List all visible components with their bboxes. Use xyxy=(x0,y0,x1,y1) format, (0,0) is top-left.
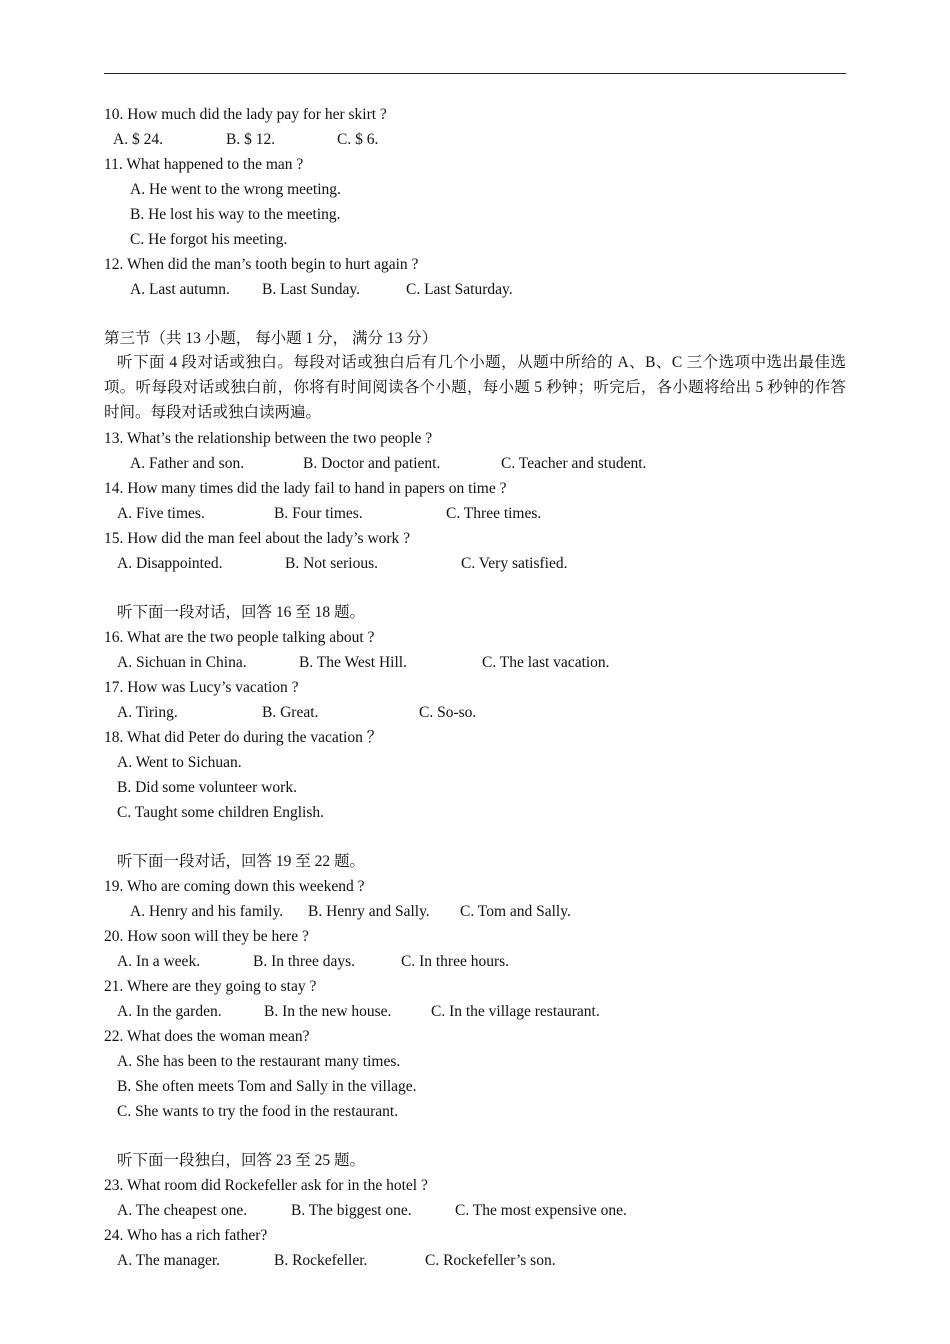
option-b: B. Henry and Sally. xyxy=(308,903,430,920)
dialogue-intro: 听下面一段对话，回答 16 至 18 题。 xyxy=(117,604,366,621)
option-a: A. Tiring. xyxy=(117,704,178,721)
option-a: A. The manager. xyxy=(117,1252,221,1269)
option-b: B. In the new house. xyxy=(264,1003,392,1020)
option-b: B. Doctor and patient. xyxy=(303,455,441,472)
option-b: B. Four times. xyxy=(274,505,363,522)
option-a: A. $ 24. xyxy=(113,131,163,148)
question-stem: 17. How was Lucy’s vacation ? xyxy=(104,679,299,696)
option-a: A. Last autumn. xyxy=(130,281,230,298)
option-c: C. Three times. xyxy=(446,505,542,522)
option-c: C. The last vacation. xyxy=(482,654,610,671)
option-a: A. Sichuan in China. xyxy=(117,654,247,671)
dialogue-intro: 听下面一段对话，回答 19 至 22 题。 xyxy=(117,853,366,870)
option-b: B. Great. xyxy=(262,704,319,721)
option-b: B. The West Hill. xyxy=(299,654,407,671)
option-b: B. Rockefeller. xyxy=(274,1252,368,1269)
option-c: C. She wants to try the food in the restaurant. xyxy=(117,1103,399,1120)
question-stem: 11. What happened to the man ? xyxy=(104,156,304,173)
option-a: A. Five times. xyxy=(117,505,205,522)
option-a: A. She has been to the restaurant many times. xyxy=(117,1053,401,1070)
option-b: B. In three days. xyxy=(253,953,356,970)
question-stem: 12. When did the man’s tooth begin to hurt again ? xyxy=(104,256,419,273)
question-stem: 13. What’s the relationship between the two people ? xyxy=(104,430,433,447)
option-c: C. Taught some children English. xyxy=(117,804,324,821)
option-c: C. So-so. xyxy=(419,704,477,721)
header-rule xyxy=(104,73,846,74)
question-stem: 19. Who are coming down this weekend ? xyxy=(104,878,365,895)
option-a: A. Father and son. xyxy=(130,455,245,472)
option-c: C. The most expensive one. xyxy=(455,1202,627,1219)
option-a: A. He went to the wrong meeting. xyxy=(130,181,341,198)
option-b: B. The biggest one. xyxy=(291,1202,412,1219)
section-instructions: 听下面 4 段对话或独白。每段对话或独白后有几个小题，从题中所给的 A、B、C 三个选项中选出最佳选项。听每段对话或独白前，你将有时间阅读各个小题，每小题 5 秒钟；听完后，各小题将给出 5 秒钟的作答时间。每段对话或独白读两遍。 xyxy=(104,354,846,421)
option-a: A. Henry and his family. xyxy=(130,903,284,920)
option-c: C. He forgot his meeting. xyxy=(130,231,288,248)
option-b: B. She often meets Tom and Sally in the village. xyxy=(117,1078,417,1095)
option-c: C. Teacher and student. xyxy=(501,455,647,472)
section-heading: 第三节（共 13 小题， 每小题 1 分， 满分 13 分） xyxy=(104,330,438,347)
option-c: C. Last Saturday. xyxy=(406,281,513,298)
option-c: C. Very satisfied. xyxy=(461,555,568,572)
question-stem: 16. What are the two people talking about ? xyxy=(104,629,375,646)
option-c: C. Rockefeller’s son. xyxy=(425,1252,556,1269)
question-stem: 23. What room did Rockefeller ask for in the hotel ? xyxy=(104,1177,428,1194)
option-b: B. Last Sunday. xyxy=(262,281,361,298)
option-b: B. He lost his way to the meeting. xyxy=(130,206,341,223)
question-stem: 20. How soon will they be here ? xyxy=(104,928,309,945)
option-b: B. $ 12. xyxy=(226,131,276,148)
option-b: B. Not serious. xyxy=(285,555,378,572)
option-b: B. Did some volunteer work. xyxy=(117,779,297,796)
option-a: A. In the garden. xyxy=(117,1003,222,1020)
question-stem: 21. Where are they going to stay ? xyxy=(104,978,317,995)
question-stem: 15. How did the man feel about the lady’s work ? xyxy=(104,530,411,547)
question-stem: 22. What does the woman mean? xyxy=(104,1028,310,1045)
question-stem: 10. How much did the lady pay for her skirt ? xyxy=(104,106,387,123)
option-a: A. In a week. xyxy=(117,953,201,970)
option-c: C. $ 6. xyxy=(337,131,379,148)
monologue-intro: 听下面一段独白，回答 23 至 25 题。 xyxy=(117,1152,366,1169)
option-a: A. Went to Sichuan. xyxy=(117,754,242,771)
option-a: A. Disappointed. xyxy=(117,555,223,572)
question-stem: 24. Who has a rich father? xyxy=(104,1227,268,1244)
question-stem: 18. What did Peter do during the vacation ？ xyxy=(104,729,383,746)
option-a: A. The cheapest one. xyxy=(117,1202,248,1219)
question-stem: 14. How many times did the lady fail to hand in papers on time ? xyxy=(104,480,507,497)
option-c: C. Tom and Sally. xyxy=(460,903,571,920)
option-c: C. In the village restaurant. xyxy=(431,1003,600,1020)
option-c: C. In three hours. xyxy=(401,953,510,970)
